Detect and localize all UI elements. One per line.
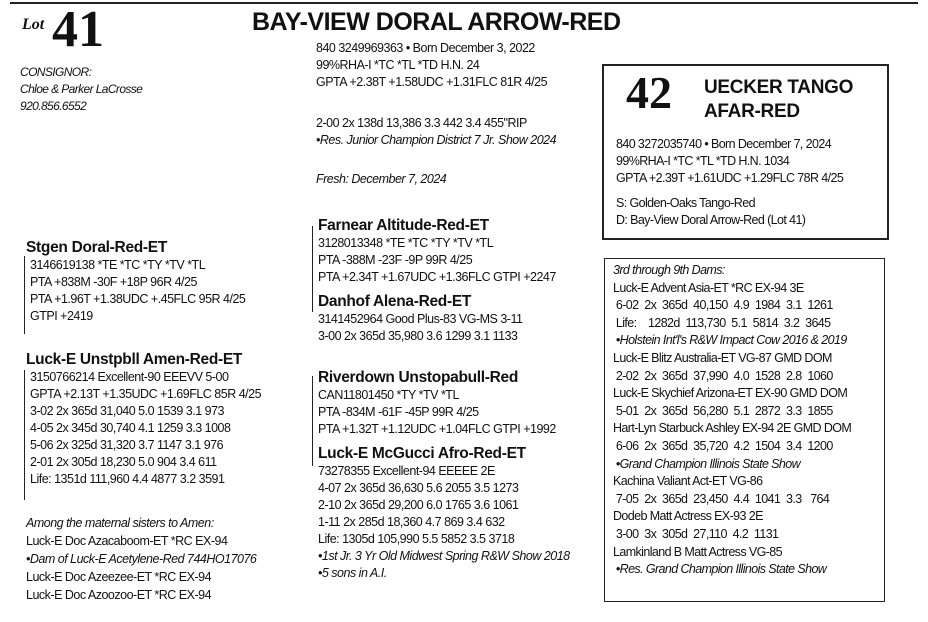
- dam-dam-line: 73278355 Excellent-94 EEEEE 2E: [318, 464, 495, 478]
- dam-sire-line: PTA -834M -61F -45P 99R 4/25: [318, 405, 479, 419]
- main-record-block: [316, 115, 556, 149]
- sire-sire-line: 3128013348 *TE *TC *TY *TV *TL: [318, 236, 494, 250]
- dam-dam-note: •5 sons in A.I.: [318, 566, 387, 580]
- lot42-box: [602, 64, 889, 240]
- main-info-block: [316, 40, 547, 91]
- main-award: •Res. Junior Champion District 7 Jr. Show 2024: [316, 133, 557, 147]
- consignor-block: [20, 64, 142, 115]
- dams-box: [604, 258, 885, 602]
- dams-list: [613, 262, 851, 579]
- main-info-line: 840 3249969363 • Born December 3, 2022: [316, 41, 535, 55]
- dam-line: 4-05 2x 345d 30,740 4.1 1259 3.3 1008: [30, 421, 231, 435]
- maternal-sisters-heading: Among the maternal sisters to Amen:: [26, 516, 214, 530]
- lot42-info-line: 840 3272035740 • Born December 7, 2024: [616, 137, 832, 151]
- sire-sire-name: Farnear Altitude-Red-ET: [318, 217, 489, 234]
- lot42-number: 42: [626, 67, 672, 118]
- lot42-sire: S: Golden-Oaks Tango-Red: [616, 196, 755, 210]
- dams-line: Lamkinland B Matt Actress VG-85: [613, 544, 782, 559]
- dams-line: 6-06 2x 365d 35,720 4.2 1504 3.4 1200: [613, 438, 833, 453]
- lot42-title: [704, 76, 853, 124]
- consignor-phone: 920.856.6552: [20, 99, 87, 113]
- lot42-info: [616, 136, 843, 229]
- dam-line: 3150766214 Excellent-90 EEEVV 5-00: [30, 370, 229, 384]
- dams-line: 3-00 3x 305d 27,110 4.2 1131: [613, 526, 779, 541]
- sire-line: GTPI +2419: [30, 309, 93, 323]
- dams-line: Hart-Lyn Starbuck Ashley EX-94 2E GMD DOM: [613, 421, 852, 436]
- maternal-sister: Luck-E Doc Azeezee-ET *RC EX-94: [26, 570, 212, 584]
- main-info-line: GPTA +2.38T +1.58UDC +1.31FLC 81R 4/25: [316, 75, 548, 89]
- dams-line: 5-01 2x 365d 56,280 5.1 2872 3.3 1855: [613, 403, 833, 418]
- dams-line: Luck-E Blitz Australia-ET VG-87 GMD DOM: [613, 350, 832, 365]
- sire-dam-block: [318, 292, 522, 345]
- pedigree-bracket: [24, 256, 25, 334]
- main-info-line: 99%RHA-I *TC *TL *TD H.N. 24: [316, 58, 480, 72]
- sire-line: 3146619138 *TE *TC *TY *TV *TL: [30, 258, 206, 272]
- dam-line: 5-06 2x 325d 31,320 3.7 1147 3.1 976: [30, 438, 224, 452]
- consignor-label: CONSIGNOR:: [20, 65, 92, 79]
- lot42-name-line: UECKER TANGO: [704, 77, 854, 98]
- dam-block: [26, 350, 261, 488]
- maternal-sister-note: •Dam of Luck-E Acetylene-Red 744HO17076: [26, 552, 257, 566]
- sire-sire-line: PTA -388M -23F -9P 99R 4/25: [318, 253, 473, 267]
- lot42-info-line: 99%RHA-I *TC *TL *TD H.N. 1034: [616, 154, 790, 168]
- dams-line: •Holstein Int'l's R&W Impact Cow 2016 & 2019: [613, 333, 847, 348]
- dams-line: Kachina Valiant Act-ET VG-86: [613, 474, 763, 489]
- dams-line: •Res. Grand Champion Illinois State Show: [613, 562, 827, 577]
- dam-line: GPTA +2.13T +1.35UDC +1.69FLC 85R 4/25: [30, 387, 262, 401]
- main-record: 2-00 2x 138d 13,386 3.3 442 3.4 455"RIP: [316, 116, 527, 130]
- pedigree-bracket: [312, 226, 313, 312]
- consignor-name: Chloe & Parker LaCrosse: [20, 82, 143, 96]
- dam-dam-line: 2-10 2x 365d 29,200 6.0 1765 3.6 1061: [318, 498, 519, 512]
- maternal-sister: Luck-E Doc Azoozoo-ET *RC EX-94: [26, 588, 212, 602]
- dam-sire-line: PTA +1.32T +1.12UDC +1.04FLC GTPI +1992: [318, 422, 556, 436]
- dams-line: 6-02 2x 365d 40,150 4.9 1984 3.1 1261: [613, 298, 833, 313]
- dams-line: 3rd through 9th Dams:: [613, 263, 725, 277]
- dam-name: Luck-E Unstpbll Amen-Red-ET: [26, 351, 243, 368]
- sire-sire-block: [318, 216, 556, 286]
- dam-line: Life: 1351d 111,960 4.4 4877 3.2 3591: [30, 472, 225, 486]
- sire-sire-line: PTA +2.34T +1.67UDC +1.36FLC GTPI +2247: [318, 270, 556, 284]
- dam-dam-name: Luck-E McGucci Afro-Red-ET: [318, 445, 526, 462]
- dams-line: 2-02 2x 365d 37,990 4.0 1528 2.8 1060: [613, 368, 833, 383]
- animal-title: BAY-VIEW DORAL ARROW-RED: [252, 8, 621, 36]
- sire-line: PTA +1.96T +1.38UDC +.45FLC 95R 4/25: [30, 292, 246, 306]
- dams-line: •Grand Champion Illinois State Show: [613, 456, 801, 471]
- dam-dam-line: 1-11 2x 285d 18,360 4.7 869 3.4 632: [318, 515, 505, 529]
- dams-line: Luck-E Skychief Arizona-ET EX-90 GMD DOM: [613, 386, 848, 401]
- dams-line: Dodeb Matt Actress EX-93 2E: [613, 509, 763, 524]
- dam-line: 3-02 2x 365d 31,040 5.0 1539 3.1 973: [30, 404, 224, 418]
- sire-name: Stgen Doral-Red-ET: [26, 239, 167, 256]
- dam-sire-line: CAN11801450 *TY *TV *TL: [318, 388, 459, 402]
- dams-line: 7-05 2x 365d 23,450 4.4 1041 3.3 764: [613, 491, 830, 506]
- pedigree-bracket: [24, 370, 25, 500]
- lot-label: Lot: [22, 16, 45, 33]
- dam-dam-note: •1st Jr. 3 Yr Old Midwest Spring R&W Show 2018: [318, 549, 570, 563]
- maternal-sister: Luck-E Doc Azacaboom-ET *RC EX-94: [26, 534, 228, 548]
- lot42-name-line: AFAR-RED: [704, 101, 800, 122]
- top-rule: [10, 2, 918, 4]
- sire-block: [26, 238, 245, 325]
- sire-dam-line: 3-00 2x 365d 35,980 3.6 1299 3.1 1133: [318, 329, 518, 343]
- sire-dam-line: 3141452964 Good Plus-83 VG-MS 3-11: [318, 312, 523, 326]
- fresh-date: Fresh: December 7, 2024: [316, 172, 447, 186]
- sire-line: PTA +838M -30F +18P 96R 4/25: [30, 275, 197, 289]
- maternal-sisters-block: [26, 514, 256, 604]
- dam-dam-line: 4-07 2x 365d 36,630 5.6 2055 3.5 1273: [318, 481, 519, 495]
- dam-sire-block: [318, 368, 556, 438]
- sire-dam-name: Danhof Alena-Red-ET: [318, 293, 472, 310]
- lot42-dam: D: Bay-View Doral Arrow-Red (Lot 41): [616, 213, 806, 227]
- dam-dam-block: [318, 444, 570, 582]
- lot42-info-line: GPTA +2.39T +1.61UDC +1.29FLC 78R 4/25: [616, 171, 844, 185]
- dams-line: Life: 1282d 113,730 5.1 5814 3.2 3645: [613, 315, 831, 330]
- dam-line: 2-01 2x 305d 18,230 5.0 904 3.4 611: [30, 455, 217, 469]
- lot-number: 41: [52, 1, 104, 58]
- dams-line: Luck-E Advent Asia-ET *RC EX-94 3E: [613, 280, 804, 295]
- dam-dam-line: Life: 1305d 105,990 5.5 5852 3.5 3718: [318, 532, 515, 546]
- dam-sire-name: Riverdown Unstopabull-Red: [318, 369, 519, 386]
- pedigree-bracket: [312, 376, 313, 466]
